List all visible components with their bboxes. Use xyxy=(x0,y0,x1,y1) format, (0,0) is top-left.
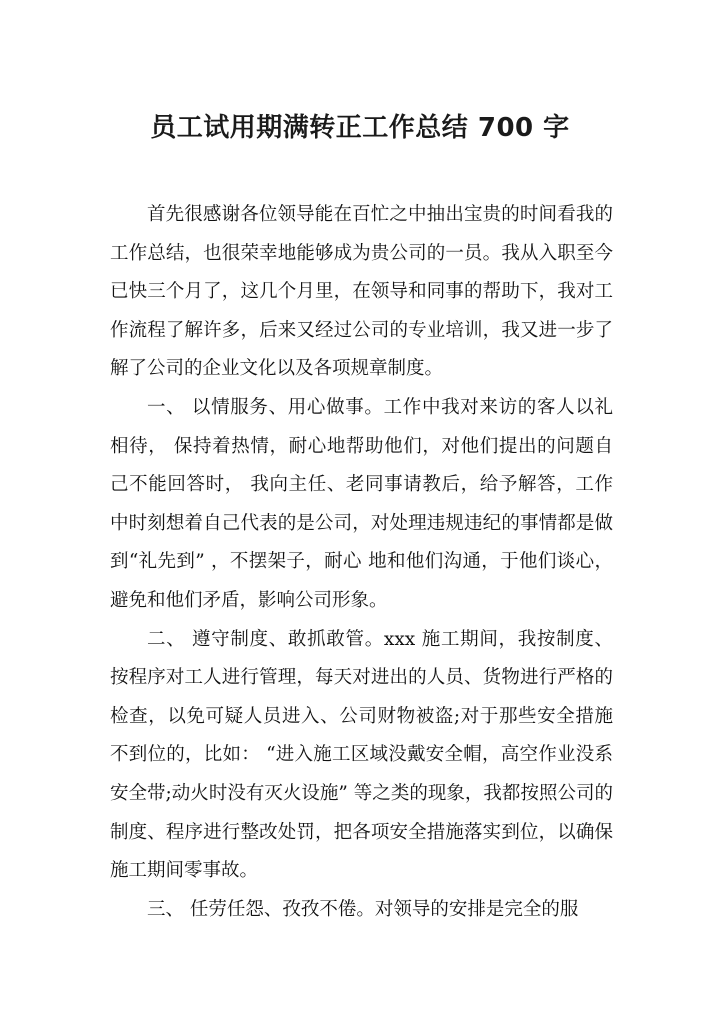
paragraph-section-2: 二、 遵守制度、敢抓敢管。xxx 施工期间，我按制度、按程序对工人进行管理，每天对进出的人员、货物进行严格的检查，以免可疑人员进入、公司财物被盗;对于那些安全措施不到位的，比如： “进入施工区域没戴安全帽，高空作业没系安全带;动火时没有灭火设施” 等之类的现象，我都按照公司的制度、程序进行整改处罚，把各项安全措施落实到位，以确保施工期间零事故。 xyxy=(110,628,613,882)
paragraph-intro: 首先很感谢各位领导能在百忙之中抽出宝贵的时间看我的工作总结，也很荣幸地能够成为贵公司的一员。我从入职至今已快三个月了，这几个月里，在领导和同事的帮助下，我对工作流程了解许多，后来又经过公司的专业培训，我又进一步了解了公司的企业文化以及各项规章制度。 xyxy=(110,204,613,380)
paragraph-section-1: 一、 以情服务、用心做事。工作中我对来访的客人以礼相待， 保持着热情，耐心地帮助他们，对他们提出的问题自己不能回答时， 我向主任、老同事请教后，给予解答，工作中时刻想着自己代表的是公司，对处理违规违纪的事情都是做到“礼先到” ，不摆架子，耐心 地和他们沟通，于他们谈心，避免和他们矛盾，影响公司形象。 xyxy=(110,396,613,611)
document-title: 员工试用期满转正工作总结 700 字 xyxy=(150,113,570,143)
paragraph-section-3: 三、 任劳任怨、孜孜不倦。对领导的安排是完全的服 xyxy=(147,898,579,920)
document-body xyxy=(110,196,613,929)
